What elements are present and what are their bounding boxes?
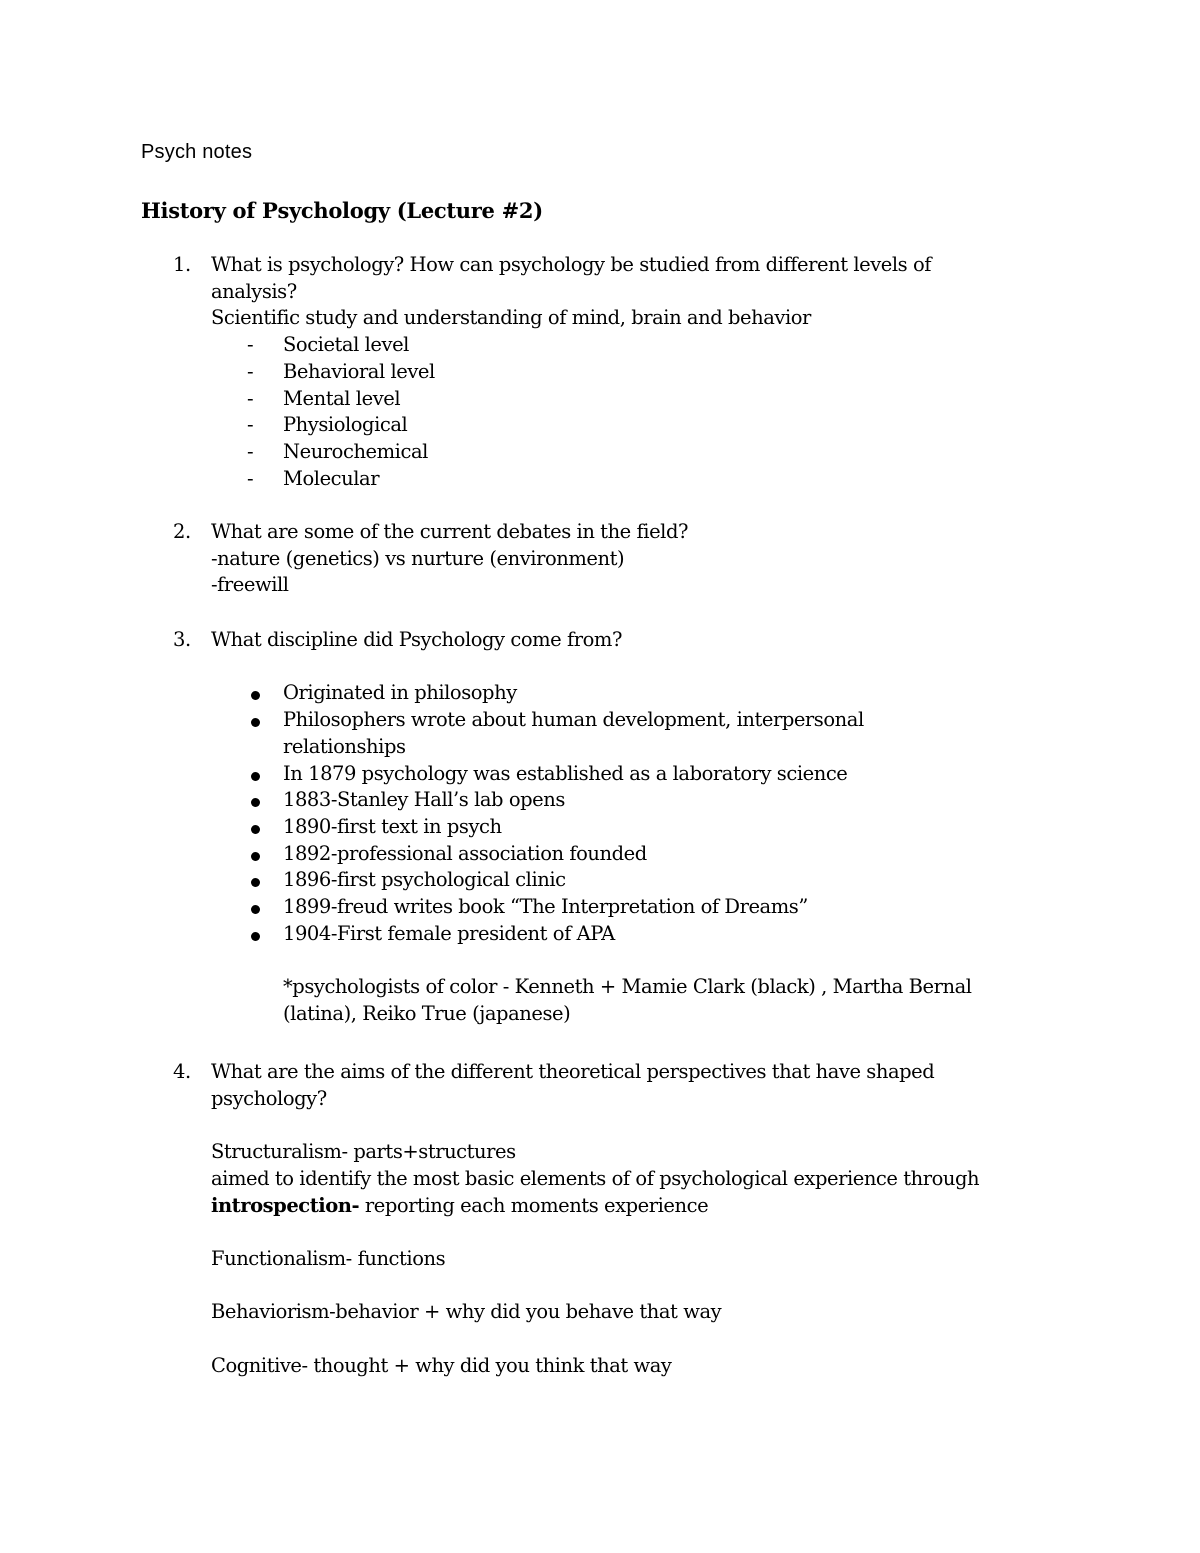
list-item-text: Behavioral level: [283, 359, 435, 383]
question-4-line: What are the aims of the different theoretical perspectives that have shaped: [211, 1060, 935, 1083]
dash-bullet: -: [247, 386, 254, 410]
list-item: [211, 412, 1051, 439]
levels-of-analysis-list: [211, 332, 1051, 492]
bullet-dot-icon: [251, 905, 260, 914]
introspection-text: reporting each moments experience: [359, 1193, 709, 1217]
question-2-body: [211, 519, 1051, 599]
question-1-body: [211, 252, 1051, 492]
psychologists-of-color-note: [211, 974, 1051, 1027]
question-4-body: [211, 1059, 1051, 1379]
list-item: [211, 332, 1051, 359]
list-item-text: Societal level: [283, 333, 409, 357]
functionalism-line: Functionalism- functions: [211, 1246, 446, 1270]
note-line: *psychologists of color - Kenneth + Mamie Clark (black) , Martha Bernal: [283, 975, 972, 999]
list-item-text: relationships: [283, 734, 406, 758]
blank-line: [211, 1326, 1051, 1353]
bullet-dot-icon: [251, 825, 260, 834]
list-item-text: Physiological: [283, 413, 408, 437]
bullet-dot-icon: [251, 852, 260, 861]
question-3-number: 3.: [173, 628, 191, 651]
blank-line: [211, 1273, 1051, 1300]
question-3-line: What discipline did Psychology come from?: [211, 628, 622, 651]
list-item-text: 1899-freud writes book “The Interpretation of Dreams”: [283, 895, 808, 919]
dash-bullet: -: [247, 466, 254, 490]
question-4-line: psychology?: [211, 1086, 327, 1110]
document-title: History of Psychology (Lecture #2): [141, 198, 543, 223]
history-timeline-list: [211, 680, 1051, 947]
page-header: Psych notes: [141, 141, 253, 163]
blank-line: [211, 1112, 1051, 1139]
question-3-body: [211, 627, 1051, 1028]
list-item: [211, 359, 1051, 386]
list-item-text: In 1879 psychology was established as a laboratory science: [283, 761, 848, 785]
dash-bullet: -: [247, 359, 254, 383]
bullet-dot-icon: [251, 772, 260, 781]
dash-bullet: -: [247, 413, 254, 437]
list-item: [211, 680, 1051, 707]
structuralism-aim: aimed to identify the most basic elements of of psychological experience through: [211, 1166, 980, 1190]
question-2-number: 2.: [173, 520, 191, 543]
list-item-text: Mental level: [283, 386, 401, 410]
list-item-text: 1904-First female president of APA: [283, 921, 615, 945]
dash-bullet: -: [247, 333, 254, 357]
behaviorism-line: Behaviorism-behavior + why did you behave that way: [211, 1300, 722, 1324]
bullet-dot-icon: [251, 718, 260, 727]
question-1-line: What is psychology? How can psychology be studied from different levels of: [211, 253, 932, 276]
introspection-term: introspection-: [211, 1193, 360, 1217]
list-item-text: 1892-professional association founded: [283, 841, 647, 865]
bullet-dot-icon: [251, 932, 260, 941]
answer-1-definition: Scientific study and understanding of mind, brain and behavior: [211, 306, 811, 330]
answer-2-line: -freewill: [211, 573, 289, 597]
list-item: [211, 761, 1051, 788]
blank-line: [211, 654, 1051, 681]
question-1-line: analysis?: [211, 279, 297, 303]
list-item-text: Philosophers wrote about human development, interpersonal: [283, 708, 864, 732]
list-item-text: 1896-first psychological clinic: [283, 868, 566, 892]
list-item: [211, 439, 1051, 466]
blank-line: [211, 1219, 1051, 1246]
list-item: [211, 921, 1051, 948]
list-item: [211, 707, 1051, 760]
answer-2-line: -nature (genetics) vs nurture (environment): [211, 546, 625, 570]
list-item-text: Molecular: [283, 466, 380, 490]
blank-line: [211, 947, 1051, 974]
list-item-text: 1883-Stanley Hall’s lab opens: [283, 788, 565, 812]
introspection-definition: [211, 1193, 1051, 1220]
cognitive-line: Cognitive- thought + why did you think that way: [211, 1353, 672, 1377]
list-item: [211, 867, 1051, 894]
structuralism-heading: Structuralism- parts+structures: [211, 1140, 516, 1164]
note-line: (latina), Reiko True (japanese): [283, 1001, 571, 1025]
question-1-number: 1.: [173, 253, 191, 276]
list-item: [211, 386, 1051, 413]
bullet-dot-icon: [251, 798, 260, 807]
list-item: [211, 466, 1051, 493]
list-item: [211, 894, 1051, 921]
list-item: [211, 841, 1051, 868]
dash-bullet: -: [247, 439, 254, 463]
list-item-text: Originated in philosophy: [283, 681, 517, 705]
list-item-text: Neurochemical: [283, 439, 428, 463]
question-2-line: What are some of the current debates in the field?: [211, 520, 688, 543]
question-4-number: 4.: [173, 1060, 191, 1083]
bullet-dot-icon: [251, 691, 260, 700]
list-item-text: 1890-first text in psych: [283, 814, 502, 838]
list-item: [211, 787, 1051, 814]
bullet-dot-icon: [251, 878, 260, 887]
list-item: [211, 814, 1051, 841]
